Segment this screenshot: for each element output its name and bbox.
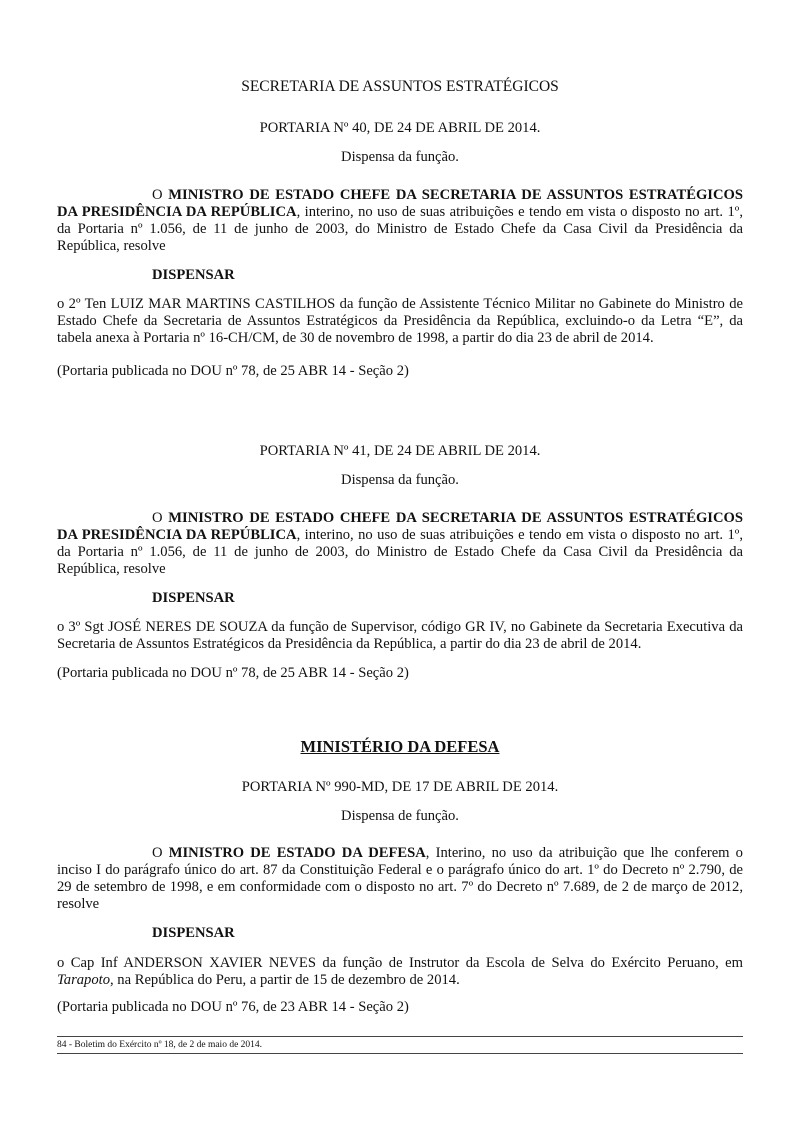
preamble-prefix: O	[152, 187, 163, 203]
portaria-preamble	[57, 187, 743, 255]
portaria-heading: PORTARIA Nº 41, DE 24 DE ABRIL DE 2014.	[259, 443, 541, 459]
portaria-action	[57, 925, 743, 942]
portaria-heading: PORTARIA Nº 990-MD, DE 17 DE ABRIL DE 2014.	[241, 779, 559, 795]
portaria-body: o 3º Sgt JOSÉ NERES DE SOUZA da função de Supervisor, código GR IV, no Gabinete da Secretaria Executiva da Secretaria de Assuntos Estratégicos da Presidência da República, a partir do dia 23 de abril de 2014.	[57, 619, 743, 652]
portaria-preamble	[57, 845, 743, 913]
action-label: DISPENSAR	[152, 925, 235, 941]
preamble-text: , interino, no uso de suas atribuições e tendo em vista o disposto no art. 1º, da Portaria nº 1.056, de 11 de junho de 2003, do Ministro de Estado Chefe da Casa Civil da Presidência da República, resolve	[57, 527, 743, 577]
portaria-subject: Dispensa de função.	[341, 808, 459, 824]
preamble-authority: MINISTRO DE ESTADO CHEFE DA SECRETARIA DE ASSUNTOS ESTRATÉGICOS DA PRESIDÊNCIA DA REPÚBLICA	[57, 510, 743, 543]
portaria-body: o 2º Ten LUIZ MAR MARTINS CASTILHOS da função de Assistente Técnico Militar no Gabinete do Ministro de Estado Chefe da Secretaria de Assuntos Estratégicos da Presidência da República, excluindo-o da Letra “E”, da tabela anexa à Portaria nº 16-CH/CM, de 30 de novembro de 1998, a partir do dia 23 de abril de 2014.	[57, 296, 743, 346]
portaria-heading: PORTARIA Nº 40, DE 24 DE ABRIL DE 2014.	[259, 120, 541, 136]
footer-rule-bottom	[57, 1053, 743, 1054]
preamble-text: , Interino, no uso da atribuição que lhe conferem o inciso I do parágrafo único do art. 87 da Constituição Federal e o parágrafo único do art. 1º do Decreto nº 2.790, de 29 de setembro de 1998, e em conformidade com o disposto no art. 7º do Decreto nº 7.689, de 2 de março de 2012, resolve	[57, 845, 743, 912]
body-place: Tarapoto	[57, 972, 110, 988]
portaria-publication: (Portaria publicada no DOU nº 78, de 25 ABR 14 - Seção 2)	[57, 363, 409, 379]
footer-rule-top	[57, 1036, 743, 1037]
ministry-section	[57, 738, 743, 1016]
portaria-subject: Dispensa da função.	[341, 149, 459, 165]
portaria-publication: (Portaria publicada no DOU nº 78, de 25 ABR 14 - Seção 2)	[57, 665, 409, 681]
portaria-body	[57, 955, 743, 989]
portaria-40	[57, 120, 743, 380]
body-text-end: , na República do Peru, a partir de 15 de dezembro de 2014.	[110, 972, 460, 988]
portaria-publication: (Portaria publicada no DOU nº 76, de 23 ABR 14 - Seção 2)	[57, 999, 409, 1015]
portaria-action	[57, 590, 743, 607]
preamble-prefix: O	[152, 510, 163, 526]
ministry-title	[57, 738, 743, 757]
portaria-preamble	[57, 510, 743, 578]
portaria-41	[57, 443, 743, 682]
footer-text: 84 - Boletim do Exército nº 18, de 2 de maio de 2014.	[57, 1040, 263, 1050]
organization-title: SECRETARIA DE ASSUNTOS ESTRATÉGICOS	[241, 78, 559, 95]
portaria-subject: Dispensa da função.	[341, 472, 459, 488]
ministry-title-text: MINISTÉRIO DA DEFESA	[300, 737, 500, 756]
action-label: DISPENSAR	[152, 590, 235, 606]
preamble-prefix: O	[152, 845, 163, 861]
body-text: o Cap Inf ANDERSON XAVIER NEVES da função de Instrutor da Escola de Selva do Exército Peruano, em	[57, 955, 743, 971]
preamble-text: , interino, no uso de suas atribuições e tendo em vista o disposto no art. 1º, da Portaria nº 1.056, de 11 de junho de 2003, do Ministro de Estado Chefe da Casa Civil da Presidência da República, resolve	[57, 204, 743, 254]
preamble-authority: MINISTRO DE ESTADO DA DEFESA	[168, 845, 426, 861]
action-label: DISPENSAR	[152, 267, 235, 283]
preamble-authority: MINISTRO DE ESTADO CHEFE DA SECRETARIA DE ASSUNTOS ESTRATÉGICOS DA PRESIDÊNCIA DA REPÚBLICA	[57, 187, 743, 220]
portaria-action	[57, 267, 743, 284]
